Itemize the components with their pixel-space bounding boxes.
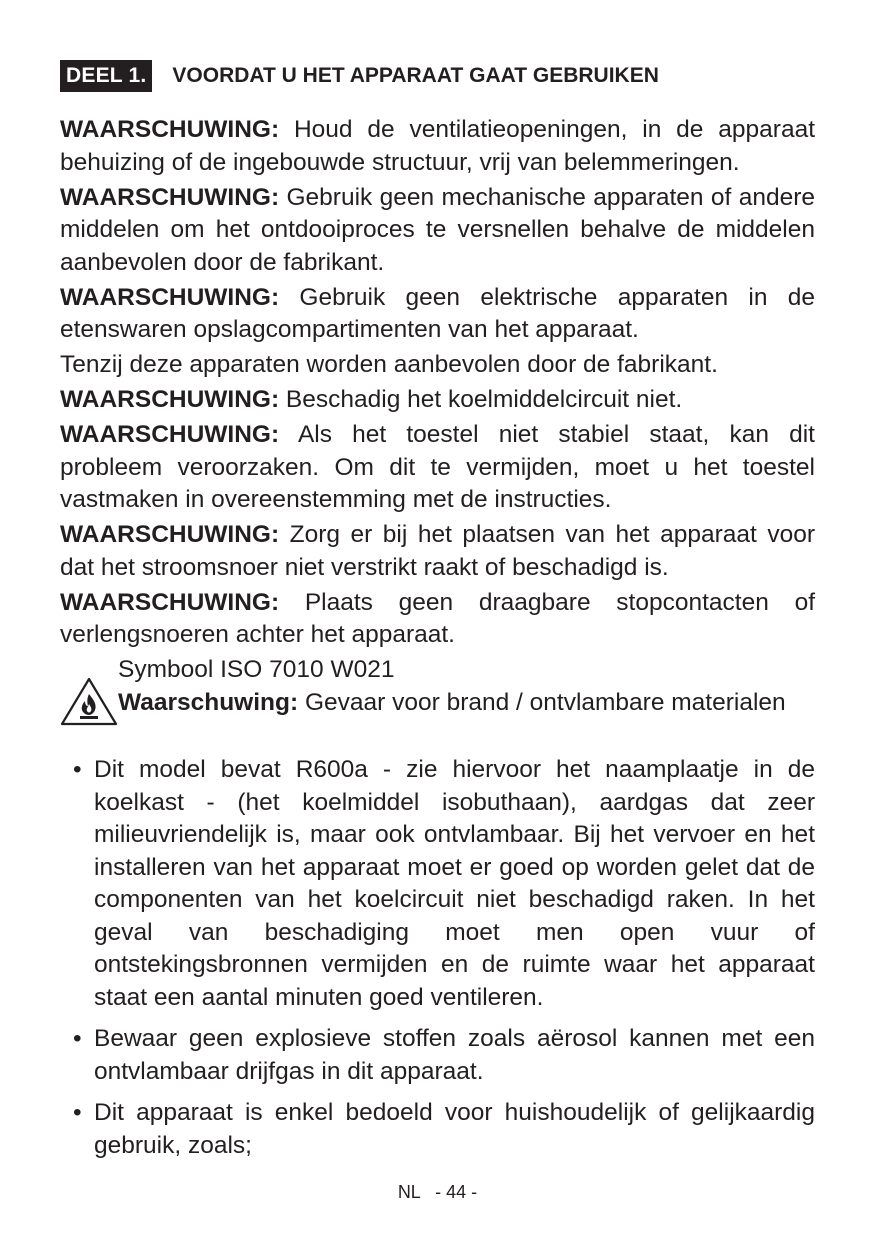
bullet-icon: • bbox=[73, 1025, 82, 1052]
section-title: VOORDAT U HET APPARAAT GAAT GEBRUIKEN bbox=[172, 64, 659, 87]
warning-text: Beschadig het koelmiddelcircuit niet. bbox=[279, 386, 683, 413]
warning-label: WAARSCHUWING: bbox=[60, 116, 280, 143]
warning-label: WAARSCHUWING: bbox=[60, 588, 280, 616]
warning-text: Gebruik geen elektrische apparaten in de etenswaren opslagcompartimenten van het apparaat. bbox=[60, 283, 815, 343]
warning-paragraph bbox=[60, 519, 815, 584]
list-item bbox=[60, 1023, 815, 1088]
section-heading bbox=[60, 60, 815, 92]
warning-paragraph bbox=[60, 587, 815, 652]
list-item-text: Bewaar geen explosieve stoffen zoals aërosol kannen met een ontvlambaar drijfgas in dit apparaat. bbox=[94, 1025, 815, 1085]
symbol-warning-text: Gevaar voor brand / ontvlambare materialen bbox=[298, 688, 786, 716]
warning-text: Gebruik geen mechanische apparaten of andere middelen om het ontdooiproces te versnellen behalve de middelen aanbevolen door de fabrikant. bbox=[60, 183, 815, 276]
list-item-text: Dit model bevat R600a - zie hiervoor het naamplaatje in de koelkast - (het koelmiddel isobuthaan), aardgas dat zeer milieuvriendelijk is, maar ook ontvlambaar. Bij het vervoer en het installeren van het apparaat moet er goed op worden gelet dat de componenten van het koelcircuit niet beschadigd raken. In het geval van beschadiging moet men open vuur of ontstekingsbronnen vermijden en de ruimte waar het apparaat staat een aantal minuten goed ventileren. bbox=[94, 756, 815, 1011]
warning-paragraph bbox=[60, 419, 815, 517]
symbol-code: Symbool ISO 7010 W021 bbox=[118, 656, 395, 683]
page-content bbox=[60, 60, 815, 1171]
section-number-badge: DEEL 1. bbox=[60, 60, 152, 92]
warning-text: Houd de ventilatieopeningen, in de apparaat behuizing of de ingebouwde structuur, vrij van belemmeringen. bbox=[60, 116, 815, 176]
list-item bbox=[60, 1097, 815, 1162]
bullet-icon: • bbox=[73, 1099, 82, 1126]
warning-text: Plaats geen draagbare stopcontacten of verlengsnoeren achter het apparaat. bbox=[60, 588, 815, 648]
warning-paragraph bbox=[60, 182, 815, 280]
warning-label: WAARSCHUWING: bbox=[60, 386, 280, 413]
list-item bbox=[60, 754, 815, 1014]
list-item-text: Dit apparaat is enkel bedoeld voor huishoudelijk of gelijkaardig gebruik, zoals; bbox=[94, 1099, 815, 1159]
flammable-warning-icon bbox=[60, 676, 118, 726]
warning-label: WAARSCHUWING: bbox=[60, 183, 280, 211]
bullet-icon: • bbox=[73, 756, 82, 783]
warning-paragraph bbox=[60, 114, 815, 179]
note-text: Tenzij deze apparaten worden aanbevolen door de fabrikant. bbox=[60, 351, 718, 378]
bullet-list bbox=[60, 754, 815, 1162]
symbol-block bbox=[60, 654, 815, 752]
warning-text: Zorg er bij het plaatsen van het apparaat voor dat het stroomsnoer niet verstrikt raakt of beschadigd is. bbox=[60, 521, 815, 581]
warning-paragraph bbox=[60, 282, 815, 347]
warning-label: WAARSCHUWING: bbox=[60, 421, 280, 448]
symbol-warning bbox=[118, 687, 815, 720]
symbol-warning-label: Waarschuwing: bbox=[118, 688, 299, 716]
page-number: NL - 44 - bbox=[397, 1182, 478, 1202]
warning-paragraph bbox=[60, 384, 815, 417]
symbol-description bbox=[118, 654, 815, 719]
warning-text: Als het toestel niet stabiel staat, kan dit probleem veroorzaken. Om dit te vermijden, moet u het toestel vastmaken in overeenstemming met de instructies. bbox=[60, 421, 815, 513]
warning-label: WAARSCHUWING: bbox=[60, 283, 280, 311]
note-paragraph bbox=[60, 349, 815, 382]
warning-label: WAARSCHUWING: bbox=[60, 521, 280, 548]
